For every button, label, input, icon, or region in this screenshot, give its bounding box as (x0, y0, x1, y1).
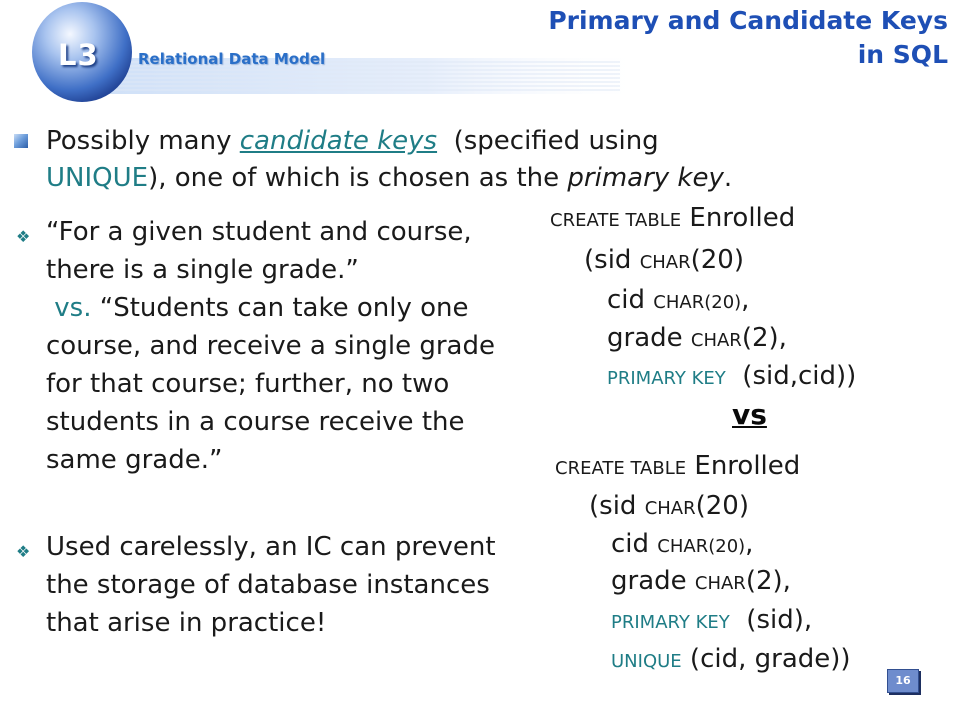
logo-label: L3 (58, 38, 99, 72)
diamond-bullet-icon: ❖ (16, 227, 31, 246)
code1-line-grade: grade CHAR(2), (607, 323, 787, 353)
sub-bullet-2: Used carelessly, an IC can prevent the storage of database instances that arise in practice! (46, 532, 496, 638)
title-line-2: in SQL (857, 40, 948, 69)
code2-line-sid: (sid CHAR(20) (589, 491, 749, 521)
slide-title (548, 4, 948, 72)
page-number-badge: 16 (887, 669, 919, 693)
code2-line-unique: UNIQUE (cid, grade)) (611, 644, 851, 674)
diamond-bullet-icon: ❖ (16, 542, 31, 561)
code2-line-grade: grade CHAR(2), (611, 566, 791, 596)
title-line-1: Primary and Candidate Keys (548, 6, 948, 35)
code2-line-pk: PRIMARY KEY (sid), (611, 605, 813, 635)
sub-bullet-1: “For a given student and course, there is a single grade.” vs. “Students can take only one course, and receive a single grade for that course; further, no two students in a course receive the same grade.” (46, 217, 495, 475)
lecture-subtitle: Relational Data Model (138, 50, 326, 68)
candidate-keys-link[interactable]: candidate keys (239, 126, 438, 156)
code1-line-cid: cid CHAR(20), (607, 285, 750, 315)
code1-line-create: CREATE TABLE Enrolled (550, 203, 796, 233)
main-bullet-text: Possibly many candidate keys (specified using UNIQUE), one of which is chosen as the primary key. (46, 126, 733, 193)
vs-label: vs (732, 398, 767, 431)
code1-line-pk: PRIMARY KEY (sid,cid)) (607, 361, 857, 391)
square-bullet-icon (14, 134, 28, 148)
code2-line-cid: cid CHAR(20), (611, 529, 754, 559)
code1-line-sid: (sid CHAR(20) (584, 245, 744, 275)
code2-line-create: CREATE TABLE Enrolled (555, 451, 801, 481)
